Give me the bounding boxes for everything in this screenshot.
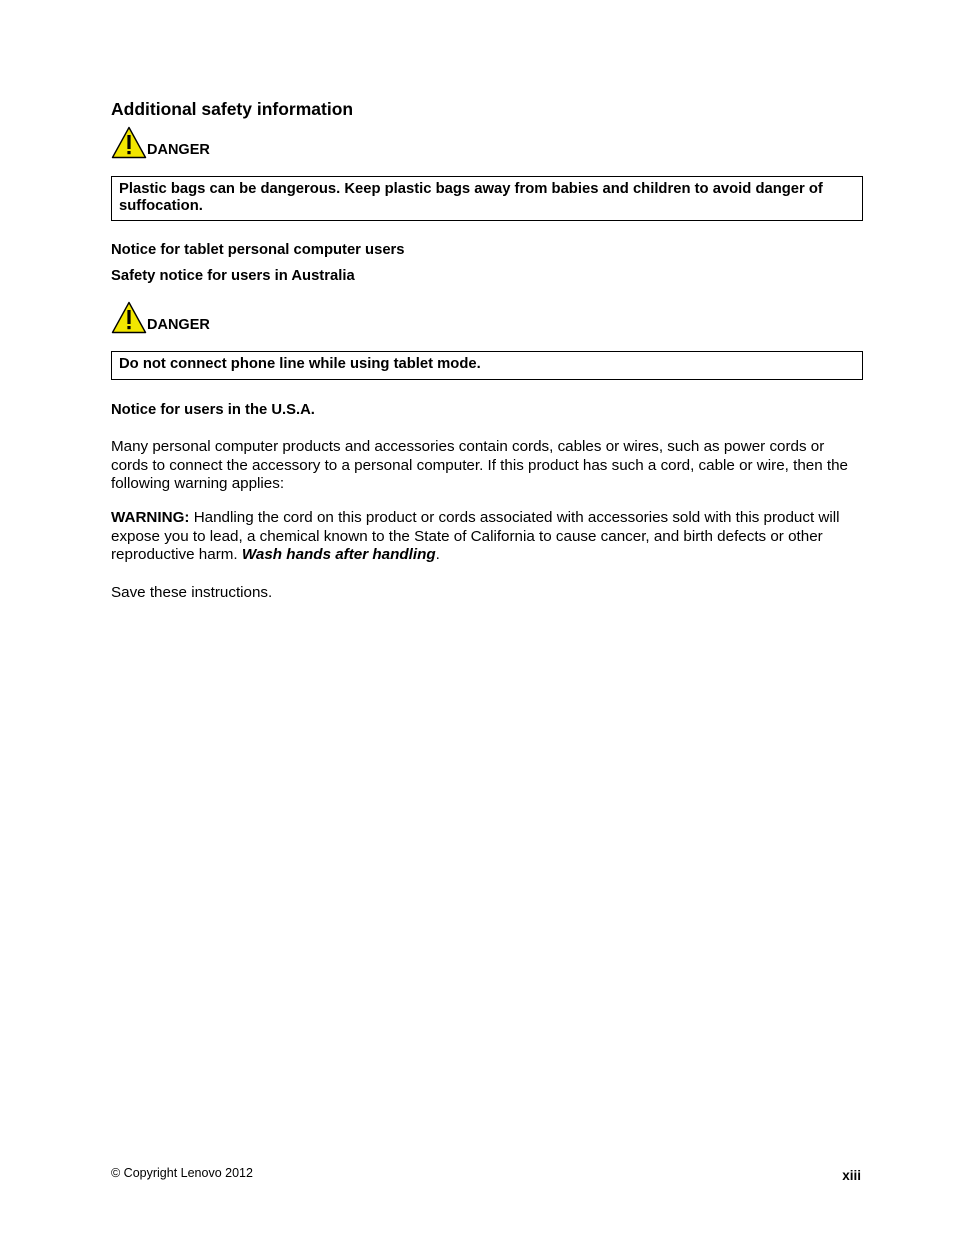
australia-notice-heading: Safety notice for users in Australia bbox=[111, 268, 355, 284]
danger-label: DANGER bbox=[147, 317, 210, 333]
california-warning-paragraph bbox=[111, 509, 863, 565]
usa-notice-paragraph: Many personal computer products and accessories contain cords, cables or wires, such as power cords or cords to connect the accessory to a personal computer. If this product has such a cord, cable or wire, then the following warning applies: bbox=[111, 438, 848, 493]
save-instructions: Save these instructions. bbox=[111, 584, 273, 601]
warning-text: Handling the cord on this product or cords associated with accessories sold with this product will expose you to lead, a chemical known to the State of California to cause cancer, and birth defects or other reproductive harm. bbox=[111, 509, 840, 564]
warning-emphasis: Wash hands after handling bbox=[241, 546, 436, 564]
danger-notice-text: Plastic bags can be dangerous. Keep plastic bags away from babies and children to avoid danger of suffocation. bbox=[119, 181, 823, 214]
danger-header bbox=[111, 126, 411, 160]
usa-notice-heading: Notice for users in the U.S.A. bbox=[111, 402, 315, 418]
section-title: Additional safety information bbox=[111, 99, 354, 119]
warning-end: . bbox=[435, 546, 440, 564]
danger-notice-text: Do not connect phone line while using tablet mode. bbox=[119, 356, 481, 372]
danger-label: DANGER bbox=[147, 142, 210, 158]
copyright-notice: © Copyright Lenovo 2012 bbox=[111, 1166, 253, 1180]
warning-label: WARNING: bbox=[111, 509, 190, 526]
danger-header bbox=[111, 301, 411, 335]
tablet-notice-heading: Notice for tablet personal computer users bbox=[111, 242, 405, 258]
danger-notice-box bbox=[111, 351, 863, 380]
page-number: xiii bbox=[842, 1168, 861, 1183]
warning-triangle-icon bbox=[111, 301, 147, 334]
warning-triangle-icon bbox=[111, 126, 147, 159]
danger-notice-box bbox=[111, 176, 863, 221]
